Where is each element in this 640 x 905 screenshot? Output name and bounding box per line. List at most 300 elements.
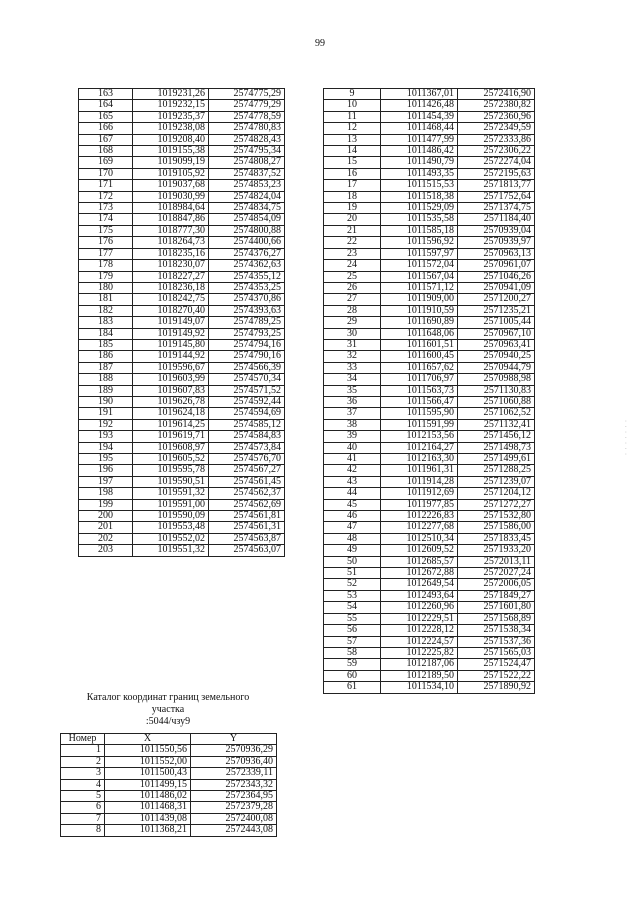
- point-number: 189: [79, 385, 133, 396]
- point-number: 52: [324, 579, 381, 590]
- y-coordinate: 2570939,04: [458, 225, 535, 236]
- point-number: 31: [324, 339, 381, 350]
- y-coordinate: 2571062,52: [458, 408, 535, 419]
- x-coordinate: 1019619,71: [133, 431, 209, 442]
- y-coordinate: 2574561,31: [209, 522, 285, 533]
- table-row: [324, 625, 535, 636]
- point-number: 193: [79, 431, 133, 442]
- point-number: 173: [79, 203, 133, 214]
- x-coordinate: 1011515,53: [381, 180, 458, 191]
- x-coordinate: 1011500,43: [105, 768, 191, 779]
- point-number: 201: [79, 522, 133, 533]
- y-coordinate: 2571752,64: [458, 191, 535, 202]
- x-coordinate: 1012224,57: [381, 636, 458, 647]
- parcel-table-body: [61, 745, 277, 836]
- table-row: [79, 488, 285, 499]
- table-row: [61, 768, 277, 779]
- y-coordinate: 2570961,07: [458, 260, 535, 271]
- x-coordinate: 1011529,09: [381, 203, 458, 214]
- y-coordinate: 2571522,22: [458, 670, 535, 681]
- point-number: 196: [79, 465, 133, 476]
- x-coordinate: 1011596,92: [381, 237, 458, 248]
- point-number: 3: [61, 768, 105, 779]
- y-coordinate: 2574853,23: [209, 180, 285, 191]
- y-coordinate: 2574789,25: [209, 317, 285, 328]
- table-row: [79, 419, 285, 430]
- point-number: 7: [61, 813, 105, 824]
- y-coordinate: 2570939,97: [458, 237, 535, 248]
- table-row: [324, 385, 535, 396]
- x-coordinate: 1019553,48: [133, 522, 209, 533]
- table-row: [79, 305, 285, 316]
- table-row: [324, 545, 535, 556]
- point-number: 32: [324, 351, 381, 362]
- point-number: 26: [324, 282, 381, 293]
- point-number: 6: [61, 802, 105, 813]
- point-number: 56: [324, 625, 381, 636]
- y-coordinate: 2574566,39: [209, 362, 285, 373]
- y-coordinate: 2571239,07: [458, 476, 535, 487]
- point-number: 185: [79, 339, 133, 350]
- x-coordinate: 1011591,99: [381, 419, 458, 430]
- x-coordinate: 1011368,21: [105, 825, 191, 836]
- x-coordinate: 1011648,06: [381, 328, 458, 339]
- x-coordinate: 1019595,78: [133, 465, 209, 476]
- y-coordinate: 2570963,41: [458, 339, 535, 350]
- y-coordinate: 2571537,36: [458, 636, 535, 647]
- point-number: 171: [79, 180, 133, 191]
- table-row: [79, 431, 285, 442]
- table-row: [61, 791, 277, 802]
- y-coordinate: 2571200,27: [458, 294, 535, 305]
- y-coordinate: 2572013,11: [458, 556, 535, 567]
- x-coordinate: 1012229,51: [381, 613, 458, 624]
- x-coordinate: 1011600,45: [381, 351, 458, 362]
- x-coordinate: 1019590,09: [133, 511, 209, 522]
- table-row: [324, 191, 535, 202]
- x-coordinate: 1011571,12: [381, 282, 458, 293]
- point-number: 20: [324, 214, 381, 225]
- y-coordinate: 2574824,04: [209, 191, 285, 202]
- y-coordinate: 2572379,28: [191, 802, 277, 813]
- x-coordinate: 1011550,56: [105, 745, 191, 756]
- x-coordinate: 1018847,86: [133, 214, 209, 225]
- y-coordinate: 2570944,79: [458, 362, 535, 373]
- y-coordinate: 2570967,10: [458, 328, 535, 339]
- y-coordinate: 2574780,83: [209, 123, 285, 134]
- y-coordinate: 2571532,80: [458, 511, 535, 522]
- point-number: 200: [79, 511, 133, 522]
- point-number: 22: [324, 237, 381, 248]
- y-coordinate: 2574370,86: [209, 294, 285, 305]
- y-coordinate: 2571498,73: [458, 442, 535, 453]
- x-coordinate: 1019551,32: [133, 545, 209, 556]
- header-y: Y: [191, 734, 277, 745]
- y-coordinate: 2574562,69: [209, 499, 285, 510]
- x-coordinate: 1019596,67: [133, 362, 209, 373]
- x-coordinate: 1012228,12: [381, 625, 458, 636]
- x-coordinate: 1011706,97: [381, 374, 458, 385]
- x-coordinate: 1012260,96: [381, 602, 458, 613]
- table-row: [79, 533, 285, 544]
- point-number: 19: [324, 203, 381, 214]
- point-number: 23: [324, 248, 381, 259]
- catalog-caption: [60, 692, 276, 728]
- x-coordinate: 1012163,30: [381, 454, 458, 465]
- table-row: [79, 328, 285, 339]
- point-number: 186: [79, 351, 133, 362]
- x-coordinate: 1019603,99: [133, 374, 209, 385]
- x-coordinate: 1012510,34: [381, 533, 458, 544]
- x-coordinate: 1011601,51: [381, 339, 458, 350]
- table-row: [79, 225, 285, 236]
- x-coordinate: 1011567,04: [381, 271, 458, 282]
- x-coordinate: 1019208,40: [133, 134, 209, 145]
- caption-line-1: Каталог координат границ земельного: [86, 692, 250, 703]
- table-row: [324, 100, 535, 111]
- x-coordinate: 1019591,32: [133, 488, 209, 499]
- point-number: 198: [79, 488, 133, 499]
- table-row: [61, 756, 277, 767]
- y-coordinate: 2571272,27: [458, 499, 535, 510]
- point-number: 182: [79, 305, 133, 316]
- point-number: 18: [324, 191, 381, 202]
- y-coordinate: 2574567,27: [209, 465, 285, 476]
- y-coordinate: 2572349,59: [458, 123, 535, 134]
- table-row: [324, 89, 535, 100]
- x-coordinate: 1012493,64: [381, 590, 458, 601]
- y-coordinate: 2570963,13: [458, 248, 535, 259]
- table-row: [79, 100, 285, 111]
- point-number: 184: [79, 328, 133, 339]
- y-coordinate: 2572195,63: [458, 168, 535, 179]
- x-coordinate: 1019155,38: [133, 146, 209, 157]
- x-coordinate: 1011910,59: [381, 305, 458, 316]
- table-row: [324, 499, 535, 510]
- x-coordinate: 1011595,90: [381, 408, 458, 419]
- table-row: [324, 590, 535, 601]
- table-row: [61, 745, 277, 756]
- table-row: [324, 271, 535, 282]
- x-coordinate: 1018984,64: [133, 203, 209, 214]
- point-number: 40: [324, 442, 381, 453]
- y-coordinate: 2572380,82: [458, 100, 535, 111]
- table-row: [79, 476, 285, 487]
- table-row: [324, 647, 535, 658]
- y-coordinate: 2574854,09: [209, 214, 285, 225]
- x-coordinate: 1011518,38: [381, 191, 458, 202]
- y-coordinate: 2574795,34: [209, 146, 285, 157]
- table-row: [324, 362, 535, 373]
- point-number: 188: [79, 374, 133, 385]
- y-coordinate: 2572343,32: [191, 779, 277, 790]
- table-row: [79, 134, 285, 145]
- x-coordinate: 1018270,40: [133, 305, 209, 316]
- table-row: [79, 396, 285, 407]
- point-number: 55: [324, 613, 381, 624]
- y-coordinate: 2571130,83: [458, 385, 535, 396]
- x-coordinate: 1011486,02: [105, 791, 191, 802]
- header-number: Номер: [61, 734, 105, 745]
- y-coordinate: 2574570,34: [209, 374, 285, 385]
- point-number: 191: [79, 408, 133, 419]
- table-row: [324, 157, 535, 168]
- table-row: [324, 568, 535, 579]
- y-coordinate: 2571132,41: [458, 419, 535, 430]
- y-coordinate: 2574793,25: [209, 328, 285, 339]
- point-number: 175: [79, 225, 133, 236]
- point-number: 36: [324, 396, 381, 407]
- x-coordinate: 1012277,68: [381, 522, 458, 533]
- point-number: 24: [324, 260, 381, 271]
- table-row: [324, 351, 535, 362]
- coordinate-table-continued: [78, 88, 285, 557]
- y-coordinate: 2574790,16: [209, 351, 285, 362]
- x-coordinate: 1011657,62: [381, 362, 458, 373]
- point-number: 47: [324, 522, 381, 533]
- table-row: [324, 260, 535, 271]
- table-row: [61, 825, 277, 836]
- x-coordinate: 1011439,08: [105, 813, 191, 824]
- table-row: [324, 328, 535, 339]
- point-number: 163: [79, 89, 133, 100]
- point-number: 61: [324, 682, 381, 693]
- point-number: 46: [324, 511, 381, 522]
- table-row: [324, 214, 535, 225]
- table-row: [79, 339, 285, 350]
- table-row: [324, 123, 535, 134]
- x-coordinate: 1012189,50: [381, 670, 458, 681]
- point-number: 28: [324, 305, 381, 316]
- point-number: 16: [324, 168, 381, 179]
- y-coordinate: 2574393,63: [209, 305, 285, 316]
- x-coordinate: 1018777,30: [133, 225, 209, 236]
- x-coordinate: 1019608,97: [133, 442, 209, 453]
- table-row: [324, 636, 535, 647]
- x-coordinate: 1012164,27: [381, 442, 458, 453]
- x-coordinate: 1018230,07: [133, 260, 209, 271]
- table-row: [79, 282, 285, 293]
- x-coordinate: 1011690,89: [381, 317, 458, 328]
- point-number: 29: [324, 317, 381, 328]
- y-coordinate: 2571890,92: [458, 682, 535, 693]
- table-row: [79, 146, 285, 157]
- table-row: [79, 408, 285, 419]
- coordinate-table-body: [324, 89, 535, 694]
- table-row: [79, 499, 285, 510]
- point-number: 8: [61, 825, 105, 836]
- y-coordinate: 2572306,22: [458, 146, 535, 157]
- point-number: 30: [324, 328, 381, 339]
- x-coordinate: 1018235,16: [133, 248, 209, 259]
- x-coordinate: 1019149,92: [133, 328, 209, 339]
- point-number: 38: [324, 419, 381, 430]
- y-coordinate: 2571813,77: [458, 180, 535, 191]
- x-coordinate: 1019607,83: [133, 385, 209, 396]
- x-coordinate: 1011566,47: [381, 396, 458, 407]
- point-number: 34: [324, 374, 381, 385]
- y-coordinate: 2571565,03: [458, 647, 535, 658]
- x-coordinate: 1011468,31: [105, 802, 191, 813]
- point-number: 197: [79, 476, 133, 487]
- header-x: X: [105, 734, 191, 745]
- point-number: 181: [79, 294, 133, 305]
- point-number: 169: [79, 157, 133, 168]
- table-row: [79, 248, 285, 259]
- table-row: [324, 602, 535, 613]
- y-coordinate: 2571586,00: [458, 522, 535, 533]
- x-coordinate: 1011597,97: [381, 248, 458, 259]
- point-number: 60: [324, 670, 381, 681]
- x-coordinate: 1019149,07: [133, 317, 209, 328]
- table-row: [324, 442, 535, 453]
- point-number: 172: [79, 191, 133, 202]
- point-number: 12: [324, 123, 381, 134]
- table-row: [79, 385, 285, 396]
- x-coordinate: 1019624,18: [133, 408, 209, 419]
- point-number: 44: [324, 488, 381, 499]
- y-coordinate: 2574584,83: [209, 431, 285, 442]
- point-number: 195: [79, 454, 133, 465]
- point-number: 48: [324, 533, 381, 544]
- y-coordinate: 2572360,96: [458, 111, 535, 122]
- y-coordinate: 2574592,44: [209, 396, 285, 407]
- point-number: 13: [324, 134, 381, 145]
- parcel-coordinate-table: [60, 733, 277, 837]
- y-coordinate: 2572400,08: [191, 813, 277, 824]
- point-number: 49: [324, 545, 381, 556]
- point-number: 2: [61, 756, 105, 767]
- point-number: 11: [324, 111, 381, 122]
- table-row: [324, 659, 535, 670]
- point-number: 5: [61, 791, 105, 802]
- table-row: [324, 168, 535, 179]
- y-coordinate: 2574376,27: [209, 248, 285, 259]
- point-number: 164: [79, 100, 133, 111]
- point-number: 192: [79, 419, 133, 430]
- point-number: 14: [324, 146, 381, 157]
- x-coordinate: 1011367,01: [381, 89, 458, 100]
- y-coordinate: 2574573,84: [209, 442, 285, 453]
- y-coordinate: 2574561,45: [209, 476, 285, 487]
- table-row: [79, 123, 285, 134]
- point-number: 17: [324, 180, 381, 191]
- table-row: [324, 431, 535, 442]
- point-number: 39: [324, 431, 381, 442]
- point-number: 203: [79, 545, 133, 556]
- table-row: [324, 476, 535, 487]
- table-row: [324, 396, 535, 407]
- y-coordinate: 2574828,43: [209, 134, 285, 145]
- table-row: [324, 408, 535, 419]
- y-coordinate: 2571235,21: [458, 305, 535, 316]
- point-number: 168: [79, 146, 133, 157]
- y-coordinate: 2571601,80: [458, 602, 535, 613]
- y-coordinate: 2571060,88: [458, 396, 535, 407]
- point-number: 43: [324, 476, 381, 487]
- table-row: [324, 305, 535, 316]
- point-number: 58: [324, 647, 381, 658]
- table-row: [79, 545, 285, 556]
- x-coordinate: 1011909,00: [381, 294, 458, 305]
- x-coordinate: 1011912,69: [381, 488, 458, 499]
- point-number: 177: [79, 248, 133, 259]
- table-row: [324, 134, 535, 145]
- coordinate-table-right: [323, 88, 535, 694]
- point-number: 33: [324, 362, 381, 373]
- y-coordinate: 2572333,86: [458, 134, 535, 145]
- point-number: 59: [324, 659, 381, 670]
- x-coordinate: 1011493,35: [381, 168, 458, 179]
- table-row: [324, 374, 535, 385]
- table-row: [79, 317, 285, 328]
- x-coordinate: 1011961,31: [381, 465, 458, 476]
- x-coordinate: 1012153,56: [381, 431, 458, 442]
- y-coordinate: 2572443,08: [191, 825, 277, 836]
- x-coordinate: 1011572,04: [381, 260, 458, 271]
- table-row: [324, 339, 535, 350]
- table-row: [324, 248, 535, 259]
- y-coordinate: 2570988,98: [458, 374, 535, 385]
- y-coordinate: 2572364,95: [191, 791, 277, 802]
- point-number: 194: [79, 442, 133, 453]
- x-coordinate: 1011477,99: [381, 134, 458, 145]
- table-row: [324, 454, 535, 465]
- page-number: 99: [315, 38, 325, 49]
- coordinate-table-body: [79, 89, 285, 557]
- x-coordinate: 1018264,73: [133, 237, 209, 248]
- table-row: [79, 260, 285, 271]
- edge-marks: · · · · · · ·: [622, 420, 628, 456]
- table-row: [79, 374, 285, 385]
- y-coordinate: 2572274,04: [458, 157, 535, 168]
- x-coordinate: 1019238,08: [133, 123, 209, 134]
- y-coordinate: 2571005,44: [458, 317, 535, 328]
- x-coordinate: 1018227,27: [133, 271, 209, 282]
- point-number: 45: [324, 499, 381, 510]
- table-row: [79, 168, 285, 179]
- point-number: 199: [79, 499, 133, 510]
- x-coordinate: 1019232,15: [133, 100, 209, 111]
- y-coordinate: 2571849,27: [458, 590, 535, 601]
- x-coordinate: 1019037,68: [133, 180, 209, 191]
- y-coordinate: 2574355,12: [209, 271, 285, 282]
- y-coordinate: 2574794,16: [209, 339, 285, 350]
- table-row: [79, 454, 285, 465]
- x-coordinate: 1018242,75: [133, 294, 209, 305]
- y-coordinate: 2572006,05: [458, 579, 535, 590]
- point-number: 176: [79, 237, 133, 248]
- y-coordinate: 2574563,87: [209, 533, 285, 544]
- table-row: [79, 89, 285, 100]
- table-row: [324, 237, 535, 248]
- x-coordinate: 1012649,54: [381, 579, 458, 590]
- point-number: 187: [79, 362, 133, 373]
- y-coordinate: 2574576,70: [209, 454, 285, 465]
- point-number: 9: [324, 89, 381, 100]
- x-coordinate: 1019030,99: [133, 191, 209, 202]
- y-coordinate: 2574585,12: [209, 419, 285, 430]
- table-row: [324, 465, 535, 476]
- y-coordinate: 2571184,40: [458, 214, 535, 225]
- point-number: 178: [79, 260, 133, 271]
- x-coordinate: 1012226,83: [381, 511, 458, 522]
- x-coordinate: 1019614,25: [133, 419, 209, 430]
- x-coordinate: 1011563,73: [381, 385, 458, 396]
- y-coordinate: 2574362,63: [209, 260, 285, 271]
- x-coordinate: 1019231,26: [133, 89, 209, 100]
- x-coordinate: 1019626,78: [133, 396, 209, 407]
